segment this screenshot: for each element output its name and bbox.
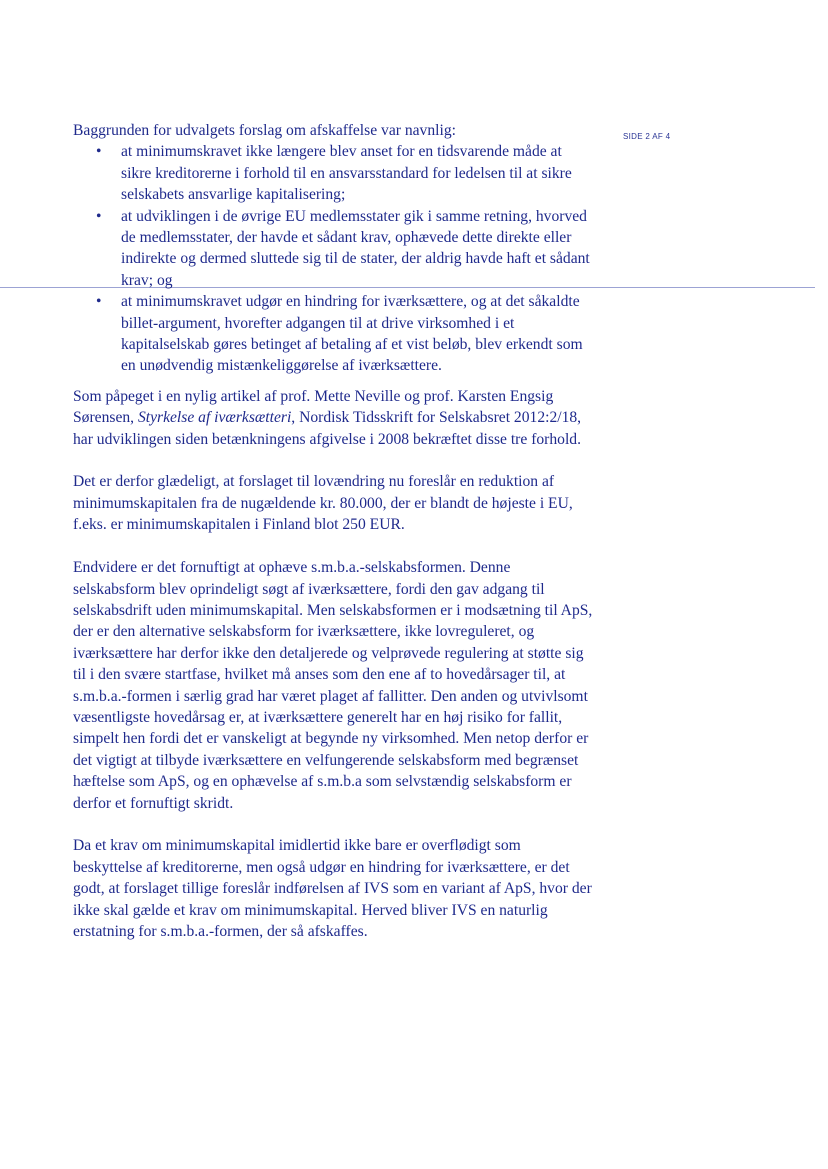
paragraph-text: , Nordisk Tidsskrift for Selskabsret 2012:2/18, har udviklingen siden betænkningens afgivelse i 2008 bekræftet disse tre forhold. xyxy=(73,409,582,448)
paragraph-article-reference xyxy=(73,386,593,450)
intro-sentence: Baggrunden for udvalgets forslag om afskaffelse var navnlig: xyxy=(73,122,456,139)
letter-body xyxy=(73,120,593,964)
bullet-icon: • xyxy=(96,207,102,225)
paragraph-ivs-proposal: Da et krav om minimumskapital imidlertid ikke bare er overflødigt som beskyttelse af kreditorerne, men også udgør en hindring for iværksættere, er det godt, at forslaget tillige foreslår indførelsen af IVS som en variant af ApS, hvor der ikke skal gælde et krav om minimumskapital. Herved bliver IVS en naturlig erstatning for s.m.b.a.-formen, der så afskaffes. xyxy=(73,837,592,940)
page-number-label: SIDE 2 AF 4 xyxy=(623,132,671,141)
list-item xyxy=(73,291,593,377)
article-title: Styrkelse af iværksætteri xyxy=(137,409,292,427)
bullet-icon: • xyxy=(96,143,102,161)
paragraph-smba-abolition: Endvidere er det fornuftigt at ophæve s.m.b.a.-selskabsformen. Denne selskabsform blev oprindeligt søgt af iværksættere, fordi den gav adgang til selskabsdrift uden minimumskapital. Men selskabsformen er i modsætning til ApS, der er den alternative selskabsform for iværksættere, ikke lovreguleret, og iværksættere har derfor ikke den detaljerede og velprøvede regulering at støtte sig til i den svære startfase, hvilket må anses som den ene af to hovedårsager til, at s.m.b.a.-formen i særlig grad har været plaget af fallitter. Den anden og utvivlsomt væsentligste hovedårsag er, at iværksættere generelt har en høj risiko for fallit, simpelt hen fordi det er vanskeligt at begynde ny virksomhed. Men netop derfor er det vigtigt at tilbyde iværksættere en velfungerende selskabsform med begrænset hæftelse som ApS, og en ophævelse af s.m.b.a som selvstændig selskabsform er derfor et fornuftigt skridt. xyxy=(73,559,593,812)
paragraph-capital-reduction: Det er derfor glædeligt, at forslaget til lovændring nu foreslår en reduktion af minimumskapitalen fra de nugældende kr. 80.000, der er blandt de højeste i EU, f.eks. er minimumskapitalen i Finland blot 250 EUR. xyxy=(73,473,573,534)
list-item-text: at minimumskravet ikke længere blev anset for en tidsvarende måde at sikre kreditorerne i forhold til en ansvarsstandard for ledelsen til at sikre selskabets ansvarlige kapitalisering; xyxy=(121,143,572,204)
list-item xyxy=(73,206,593,292)
reasons-list xyxy=(73,141,593,376)
list-item-text: at udviklingen i de øvrige EU medlemsstater gik i samme retning, hvorved de medlemsstater, der havde et sådant krav, ophævede dette direkte eller indirekte og dermed sluttede sig til de stater, der aldrig havde haft et sådant krav; og xyxy=(121,207,590,289)
bullet-icon: • xyxy=(96,293,102,311)
list-item-text: at minimumskravet udgør en hindring for iværksættere, og at det såkaldte billet-argument, hvorefter adgangen til at drive virksomhed i et kapitalselskab gøres betinget af betaling af et vist beløb, blev erkendt som en unødvendig mistænkeliggørelse af iværksættere. xyxy=(121,293,583,375)
list-item xyxy=(73,141,593,205)
paragraph-text: Som påpeget i en nylig artikel af prof. Mette Neville og prof. Karsten Engsig Sørensen, xyxy=(73,387,554,427)
